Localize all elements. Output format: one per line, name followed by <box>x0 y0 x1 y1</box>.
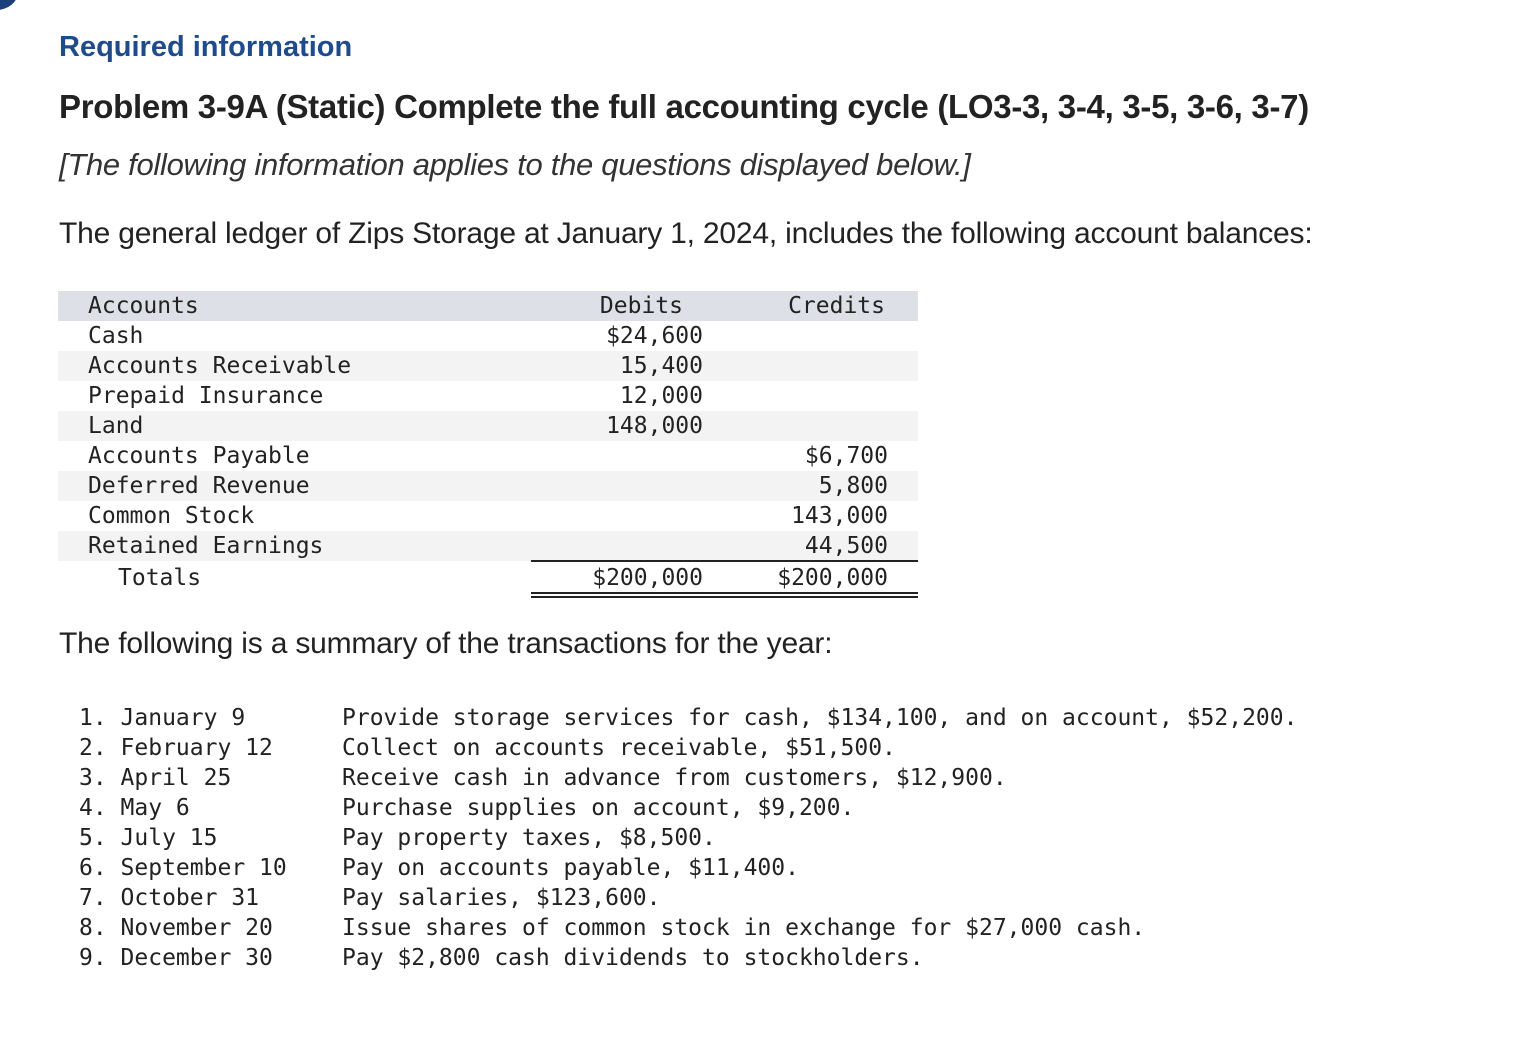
debit-value: 12,000 <box>619 383 703 409</box>
credit-value: 44,500 <box>804 533 888 559</box>
corner-badge <box>0 0 18 10</box>
debit-value: 148,000 <box>606 413 703 439</box>
total-double-rule-bottom <box>531 596 918 598</box>
ledger-row <box>58 351 918 381</box>
summary-text: The following is a summary of the transactions for the year: <box>59 627 833 660</box>
transaction-date: 1. January 9 <box>79 705 246 731</box>
transaction-description: Receive cash in advance from customers, $12,900. <box>342 765 1007 791</box>
transaction-description: Pay on accounts payable, $11,400. <box>342 855 799 881</box>
credit-value: 5,800 <box>818 473 888 499</box>
ledger-header-row <box>58 291 918 321</box>
ledger-row <box>58 531 918 561</box>
account-name: Prepaid Insurance <box>88 383 324 409</box>
total-credits: $200,000 <box>777 565 888 591</box>
header-debits: Debits <box>599 293 683 319</box>
subtotal-rule <box>531 560 918 562</box>
transaction-description: Pay $2,800 cash dividends to stockholders. <box>342 945 924 971</box>
totals-label: Totals <box>118 565 202 591</box>
transaction-date: 4. May 6 <box>79 795 190 821</box>
header-credits: Credits <box>788 293 885 319</box>
account-name: Deferred Revenue <box>88 473 310 499</box>
transaction-description: Pay property taxes, $8,500. <box>342 825 716 851</box>
account-name: Common Stock <box>88 503 255 529</box>
account-name: Retained Earnings <box>88 533 324 559</box>
required-information-heading: Required information <box>59 31 353 63</box>
transaction-description: Issue shares of common stock in exchange for $27,000 cash. <box>342 915 1146 941</box>
credit-value: 143,000 <box>791 503 888 529</box>
total-double-rule-top <box>531 592 918 594</box>
debit-value: $24,600 <box>606 323 703 349</box>
transaction-item <box>79 915 1146 945</box>
transaction-item <box>79 705 1298 735</box>
total-debits: $200,000 <box>592 565 703 591</box>
credit-value: $6,700 <box>804 443 888 469</box>
transaction-date: 2. February 12 <box>79 735 273 761</box>
ledger-row <box>58 441 918 471</box>
transaction-date: 3. April 25 <box>79 765 232 791</box>
transaction-description: Collect on accounts receivable, $51,500. <box>342 735 896 761</box>
transaction-item <box>79 945 924 975</box>
transaction-description: Purchase supplies on account, $9,200. <box>342 795 855 821</box>
debit-value: 15,400 <box>619 353 703 379</box>
transaction-description: Pay salaries, $123,600. <box>342 885 661 911</box>
header-accounts: Accounts <box>88 293 199 319</box>
transaction-date: 7. October 31 <box>79 885 260 911</box>
ledger-table <box>58 291 918 595</box>
ledger-row <box>58 471 918 501</box>
account-name: Cash <box>88 323 144 349</box>
transaction-item <box>79 855 799 885</box>
transaction-date: 5. July 15 <box>79 825 218 851</box>
ledger-row <box>58 411 918 441</box>
transaction-item <box>79 765 1007 795</box>
ledger-row <box>58 381 918 411</box>
intro-text: The general ledger of Zips Storage at January 1, 2024, includes the following account balances: <box>59 217 1313 250</box>
account-name: Land <box>88 413 144 439</box>
transaction-item <box>79 795 855 825</box>
applies-note: [The following information applies to the questions displayed below.] <box>59 147 971 182</box>
ledger-row <box>58 321 918 351</box>
ledger-row <box>58 501 918 531</box>
account-name: Accounts Receivable <box>88 353 352 379</box>
transaction-date: 9. December 30 <box>79 945 273 971</box>
transaction-date: 6. September 10 <box>79 855 287 881</box>
transaction-item <box>79 825 716 855</box>
problem-title: Problem 3-9A (Static) Complete the full accounting cycle (LO3-3, 3-4, 3-5, 3-6, 3-7) <box>59 88 1309 125</box>
transaction-item <box>79 735 896 765</box>
transaction-date: 8. November 20 <box>79 915 273 941</box>
transaction-description: Provide storage services for cash, $134,100, and on account, $52,200. <box>342 705 1298 731</box>
transaction-item <box>79 885 661 915</box>
account-name: Accounts Payable <box>88 443 310 469</box>
ledger-totals-row <box>58 561 918 595</box>
transaction-list <box>79 705 1298 975</box>
